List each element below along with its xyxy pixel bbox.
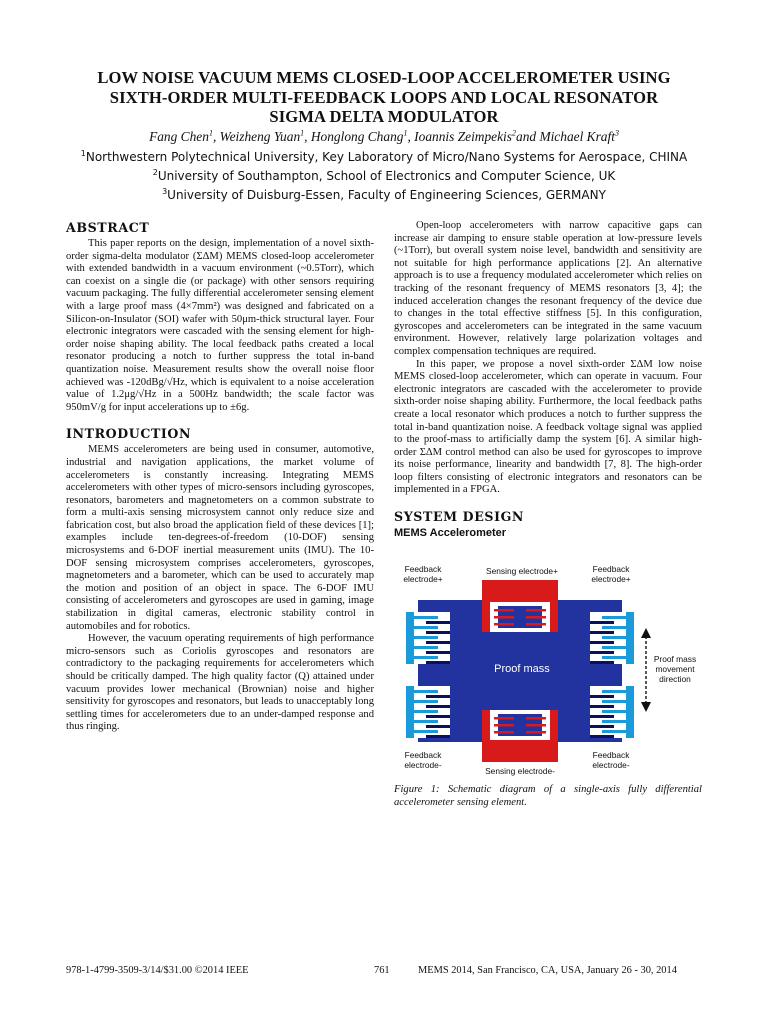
comb-finger-moving	[426, 631, 450, 634]
comb-finger-fixed	[414, 646, 438, 649]
comb-finger-moving	[426, 621, 450, 624]
comb-finger-fixed	[414, 690, 438, 693]
author-name: Fang Chen	[149, 129, 209, 144]
affiliation-text: University of Duisburg-Essen, Faculty of Engineering Sciences, GERMANY	[167, 188, 606, 202]
author-sep: and	[516, 129, 540, 144]
comb-finger-fixed	[414, 636, 438, 639]
body-paragraph: In this paper, we propose a novel sixth-order ΣΔM low noise MEMS closed-loop accelerometer, which can operate in vacuum. Four electronic integrators are cascaded with the accelerometer to provide sixth-order noise shaping ability. Furthermore, the local feedback paths create a local resonator which produces a notch to further suppress the total in-band quantization noise. A feedback voltage signal was applied to the proof-mass to artificially damp the system [6]. A similar high-order ΣΔM control method can also be used for gyroscopes to improve its noise performance, linearity and bandwidth [7, 8]. The high-order loop filters consisting of electronic integrators and resonators can be implemented in a FPGA.	[394, 358, 702, 496]
sense-finger	[494, 717, 514, 720]
comb-finger-moving	[426, 725, 450, 728]
author-sep: ,	[304, 129, 311, 144]
comb-finger-moving	[590, 621, 614, 624]
comb-finger-fixed	[414, 616, 438, 619]
body-paragraph: MEMS accelerometers are being used in consumer, automotive, industrial and navigation applications, the market volume of accelerometers is constantly increasing. Integrating MEMS accelerometers with other types of micro-sensors including gyroscopes, resonators, barometers and magnetometers on a common substrate to form a multi-axis sensing microsystem cannot only reduce size and fabrication cost, but also broad the application field of these devices [1]; examples include ten-degrees-of-freedom (10-DOF) sensing microsystems and 6-DOF inertial measurement units (IMU). The 10-DOF sensing microsystem comprises accelerometers, gyroscopes, magnetometers and a barometer, which can be used to accurately map the motion and position of an object in space. The 6-DOF IMU consisting of accelerometers and gyroscopes are used in gaming, image stabilization in digital cameras, electronic stability control in automobiles and for robotics.	[66, 444, 374, 632]
comb-finger-fixed	[602, 700, 626, 703]
author-sup: 1	[403, 128, 408, 138]
movement-arrow-up	[641, 628, 651, 638]
comb-finger-fixed	[602, 626, 626, 629]
left-column	[66, 220, 374, 734]
figure-sensing-element	[394, 544, 702, 780]
comb-finger-fixed	[414, 710, 438, 713]
comb-finger-fixed	[414, 730, 438, 733]
comb-finger-moving	[590, 735, 614, 738]
comb-finger-fixed	[602, 656, 626, 659]
sense-finger	[526, 724, 546, 727]
comb-finger-moving	[590, 651, 614, 654]
figure-caption: Figure 1: Schematic diagram of a single-axis fully differential accelerometer sensing element.	[394, 784, 702, 808]
comb-finger-moving	[426, 715, 450, 718]
label-movement-direction: Proof mass movement direction	[653, 654, 697, 685]
sense-finger	[494, 731, 514, 734]
label-sensing-top: Sensing electrode+	[486, 566, 558, 577]
comb-finger-fixed	[414, 720, 438, 723]
author-sup: 2	[512, 128, 516, 138]
affiliation-sup: 1	[80, 149, 86, 158]
author-list	[40, 129, 728, 145]
comb-finger-fixed	[602, 730, 626, 733]
comb-finger-fixed	[602, 690, 626, 693]
comb-finger-moving	[426, 695, 450, 698]
sense-finger	[494, 724, 514, 727]
comb-finger-fixed	[602, 646, 626, 649]
comb-finger-fixed	[602, 616, 626, 619]
sense-finger	[526, 717, 546, 720]
label-sensing-bottom: Sensing electrode-	[485, 766, 555, 777]
comb-finger-moving	[590, 705, 614, 708]
right-column	[394, 220, 702, 809]
comb-finger-moving	[426, 661, 450, 664]
label-feedback-left-bottom: Feedback electrode-	[404, 750, 442, 771]
affiliation	[40, 186, 728, 205]
author-sup: 3	[614, 128, 619, 138]
sense-finger	[494, 616, 514, 619]
affiliation-text: Northwestern Polytechnical University, Key Laboratory of Micro/Nano Systems for Aerospace, CHINA	[85, 150, 688, 164]
author-sup: 1	[300, 128, 305, 138]
comb-finger-moving	[426, 735, 450, 738]
comb-finger-moving	[590, 725, 614, 728]
author-name: Michael Kraft	[539, 129, 615, 144]
paper-title	[40, 68, 728, 127]
body-paragraph: However, the vacuum operating requirements of high performance micro-sensors such as Coriolis gyroscopes and resonators are contradictory to the packaging requirements for accelerometers which should be critically damped. The high quality factor (Q) attained under vacuum provides lower mechanical (Brownian) noise and higher sensitivity for gyroscopes and resonators, but leads to unacceptably long settling times for accelerometers due to an under-damped response and thus ringing.	[66, 633, 374, 733]
sense-finger	[526, 623, 546, 626]
footer-conference: MEMS 2014, San Francisco, CA, USA, January 26 - 30, 2014	[418, 965, 677, 976]
feedback-electrode-right-top	[626, 612, 634, 664]
feedback-electrode-left-bottom	[406, 686, 414, 738]
feedback-electrode-left-top	[406, 612, 414, 664]
label-proof-mass: Proof mass	[494, 663, 550, 676]
title-line: SIXTH-ORDER MULTI-FEEDBACK LOOPS AND LOCAL RESONATOR	[109, 87, 659, 107]
comb-finger-moving	[590, 631, 614, 634]
author-name: Weizheng Yuan	[219, 129, 301, 144]
introduction-heading: INTRODUCTION	[66, 426, 192, 442]
comb-finger-fixed	[414, 626, 438, 629]
label-feedback-right-bottom: Feedback electrode-	[592, 750, 630, 771]
comb-finger-fixed	[602, 720, 626, 723]
comb-finger-moving	[426, 641, 450, 644]
comb-finger-fixed	[414, 700, 438, 703]
author-sup: 1	[208, 128, 213, 138]
abstract-heading: ABSTRACT	[66, 220, 150, 235]
comb-finger-fixed	[414, 656, 438, 659]
affiliation-text: University of Southampton, School of Electronics and Computer Science, UK	[157, 169, 616, 183]
affiliation-sup: 3	[162, 187, 168, 196]
label-feedback-left-top: Feedback electrode+	[403, 564, 443, 585]
comb-finger-moving	[426, 651, 450, 654]
abstract-text: This paper reports on the design, implementation of a novel sixth-order sigma-delta modulator (ΣΔM) MEMS closed-loop accelerometer with extended bandwidth in a vacuum environment (~0.5Torr), which can coexist on a single die (or package) with other sensors requiring vacuum packaging. The fully differential accelerometer sensing element with a large proof mass (4×7mm²) was designed and fabricated on a Silicon-on-Insulator (SOI) wafer with 50μm-thick structural layer. Four electronic integrators were cascaded with the sensing element for high-order noise shaping ability. The local feedback paths created a local resonator producing a notch to further suppress the total in-band quantization noise. Measurement results show the overall noise floor achieved was -120dBg/√Hz, which is equivalent to a noise acceleration value of 1.2μg/√Hz in a 500Hz bandwidth; the scale factor was 950mV/g for input accelerations up to ±6g.	[66, 238, 374, 413]
footer-isbn: 978-1-4799-3509-3/14/$31.00 ©2014 IEEE	[66, 965, 249, 976]
sense-finger	[526, 731, 546, 734]
title-line: LOW NOISE VACUUM MEMS CLOSED-LOOP ACCELEROMETER USING	[97, 68, 671, 87]
sense-finger	[526, 609, 546, 612]
comb-finger-moving	[590, 661, 614, 664]
comb-finger-moving	[590, 715, 614, 718]
footer-page-number: 761	[374, 965, 390, 976]
comb-finger-fixed	[602, 710, 626, 713]
comb-finger-fixed	[602, 636, 626, 639]
feedback-electrode-right-bottom	[626, 686, 634, 738]
affiliation-sup: 2	[152, 168, 158, 177]
title-line: SIGMA DELTA MODULATOR	[269, 107, 499, 127]
movement-arrow-down	[641, 702, 651, 712]
sense-finger	[494, 623, 514, 626]
author-sep: ,	[212, 129, 220, 144]
author-name: Ioannis Zeimpekis	[414, 129, 512, 144]
system-design-heading: SYSTEM DESIGN	[394, 509, 525, 525]
comb-finger-moving	[590, 695, 614, 698]
subsection-heading: MEMS Accelerometer	[394, 527, 507, 540]
affiliation	[40, 167, 728, 186]
sense-finger	[494, 609, 514, 612]
comb-finger-moving	[590, 641, 614, 644]
sense-finger	[526, 616, 546, 619]
label-feedback-right-top: Feedback electrode+	[591, 564, 631, 585]
author-name: Honglong Chang	[310, 129, 404, 144]
affiliation-list	[40, 148, 728, 205]
comb-finger-moving	[426, 705, 450, 708]
body-paragraph: Open-loop accelerometers with narrow capacitive gaps can increase air damping to ensure stable operation at low-pressure levels (~1Torr), but overall system noise level, bandwidth and sensitivity are not suitable for high performance applications [2]. An alternative approach is to use a frequency modulated accelerometer which relies on tracking of the resonant frequency of MEMS resonators [3, 4]; the induced acceleration changes the resonant frequency of the device due to changes in the total effective stiffness [5]. In this configuration, gyroscopes and accelerometers can be integrated in the same vacuum environment. However, relatively large polarization voltages and complex compensation techniques are required.	[394, 220, 702, 357]
affiliation	[40, 148, 728, 167]
author-sep: ,	[407, 129, 415, 144]
